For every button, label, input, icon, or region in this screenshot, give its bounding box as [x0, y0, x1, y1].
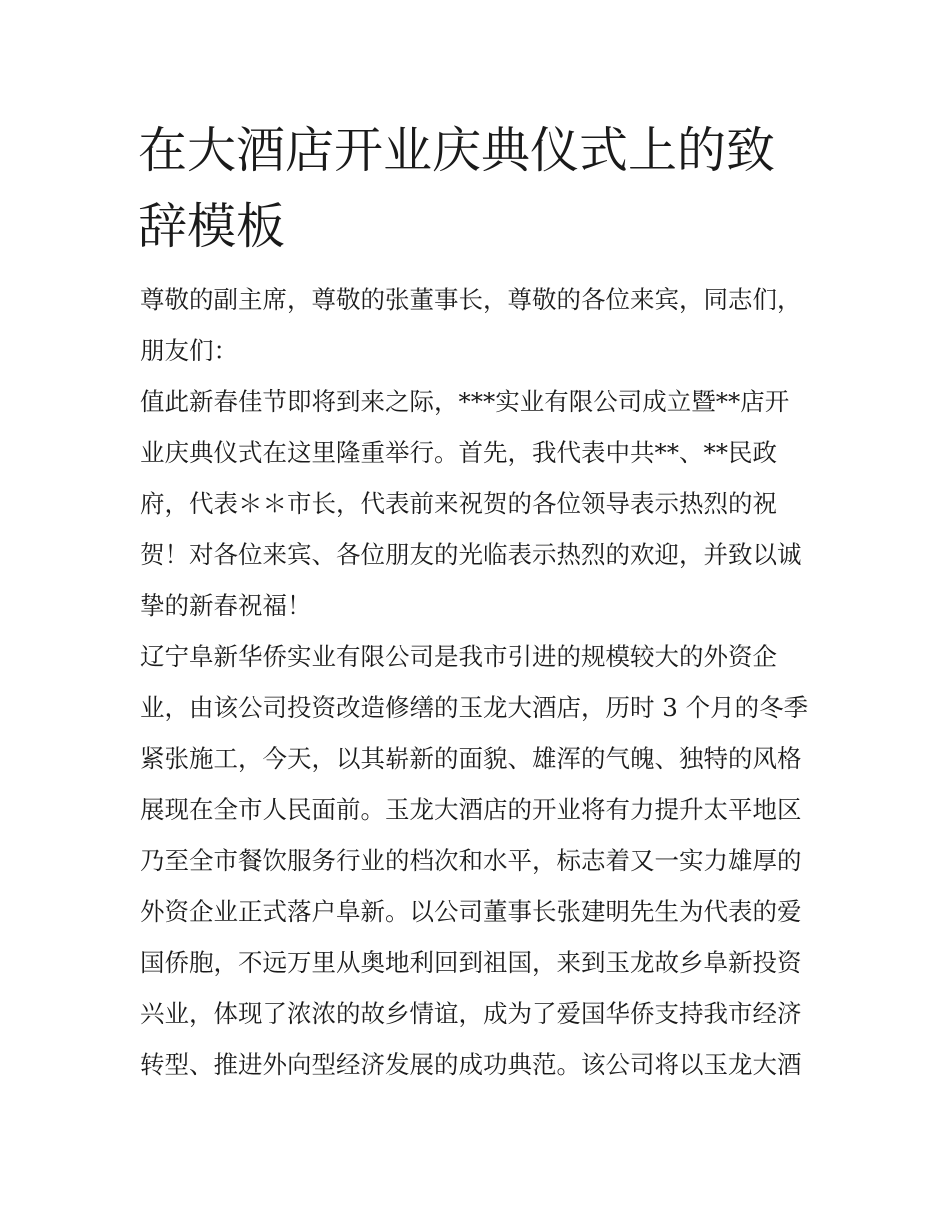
body-text-line: 外资企业正式落户阜新。以公司董事长张建明先生为代表的爱 — [140, 897, 802, 926]
title-line: 在大酒店开业庆典仪式上的致 — [138, 122, 776, 179]
body-text-line: 值此新春佳节即将到来之际，***实业有限公司成立暨**店开 — [140, 387, 790, 416]
body-text-line: 展现在全市人民面前。玉龙大酒店的开业将有力提升太平地区 — [140, 795, 802, 824]
body-text-line: 紧张施工，今天，以其崭新的面貌、雄浑的气魄、独特的风格 — [140, 744, 802, 773]
salutation-line: 朋友们： — [140, 336, 238, 365]
body-text-line: 国侨胞，不远万里从奥地利回到祖国，来到玉龙故乡阜新投资 — [140, 948, 802, 977]
body-text-line: 挚的新春祝福！ — [140, 591, 312, 620]
document-title — [138, 113, 818, 265]
body-text-line: 辽宁阜新华侨实业有限公司是我市引进的规模较大的外资企 — [140, 642, 777, 671]
salutation-line: 尊敬的副主席，尊敬的张董事长，尊敬的各位来宾，同志们， — [140, 285, 802, 314]
body-text-line: 府，代表＊＊市长，代表前来祝贺的各位领导表示热烈的祝 — [140, 489, 777, 518]
body-text-line: 乃至全市餐饮服务行业的档次和水平，标志着又一实力雄厚的 — [140, 846, 802, 875]
body-text-line: 业庆典仪式在这里隆重举行。首先，我代表中共**、**民政 — [140, 438, 777, 467]
body-text-line: 兴业，体现了浓浓的故乡情谊，成为了爱国华侨支持我市经济 — [140, 999, 802, 1028]
body-text-line: 业，由该公司投资改造修缮的玉龙大酒店，历时 3 个月的冬季 — [140, 693, 809, 722]
body-text-line: 转型、推进外向型经济发展的成功典范。该公司将以玉龙大酒 — [140, 1050, 802, 1079]
document-body — [140, 274, 815, 1090]
body-text-line: 贺！对各位来宾、各位朋友的光临表示热烈的欢迎，并致以诚 — [140, 540, 802, 569]
title-line: 辞模板 — [138, 198, 286, 255]
